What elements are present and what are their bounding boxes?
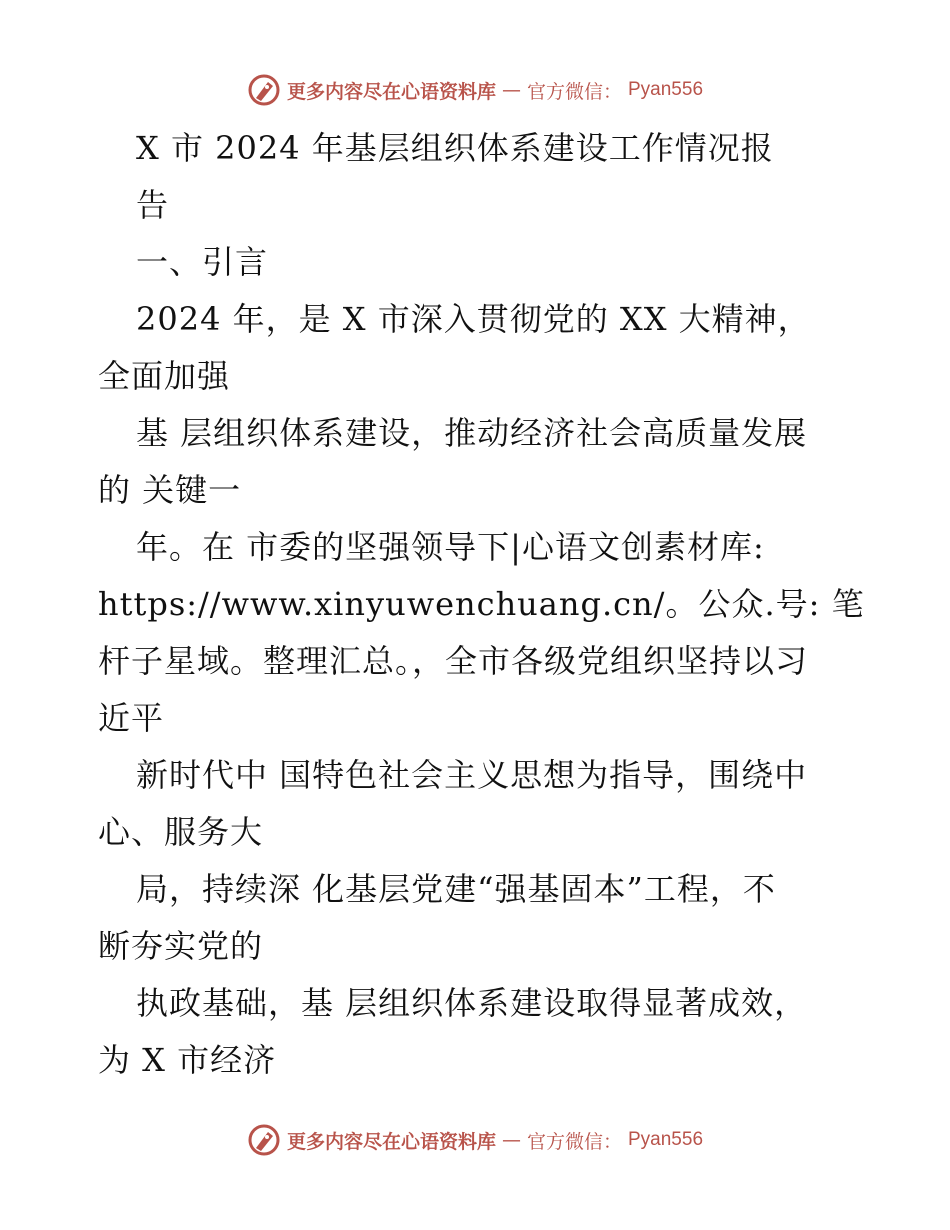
banner-wechat-id: Pyan556 — [628, 1129, 704, 1150]
banner-separator: — — [501, 1129, 521, 1151]
banner-wechat-label: 官方微信： — [526, 1130, 622, 1153]
paragraph-line: 2024 年，是 X 市深入贯彻党的 XX 大精神， — [136, 300, 811, 338]
paragraph-line: 的 关键一 — [98, 471, 242, 509]
banner-brand-text: 更多内容尽在心语资料库 — [286, 1130, 496, 1153]
pen-logo-icon — [247, 1123, 281, 1157]
banner-wechat-id: Pyan556 — [628, 79, 704, 100]
paragraph-line: 新时代中 国特色社会主义思想为指导，围绕中 — [136, 756, 808, 794]
banner-separator: — — [501, 79, 521, 101]
paragraph-line: 心、服务大 — [98, 813, 264, 851]
paragraph-line: 为 X 市经济 — [98, 1041, 277, 1079]
header-banner — [0, 70, 950, 110]
doc-title-line-2: 告 — [136, 186, 170, 224]
banner-wechat-label: 官方微信： — [526, 80, 622, 103]
paragraph-line: 执政基础，基 层组织体系建设取得显著成效， — [136, 984, 808, 1022]
document-body — [98, 120, 865, 1089]
paragraph-line: 全面加强 — [98, 357, 231, 395]
paragraph-line: 断夯实党的 — [98, 927, 264, 965]
paragraph-line: 基 层组织体系建设，推动经济社会高质量发展 — [136, 414, 808, 452]
footer-banner — [0, 1120, 950, 1160]
section-heading: 一、引言 — [136, 243, 269, 281]
paragraph-line-url: https://www.xinyuwenchuang.cn/。公众.号: 笔 — [98, 585, 865, 623]
paragraph-line: 年。在 市委的坚强领导下|心语文创素材库: — [136, 528, 765, 566]
doc-title-line-1: X 市 2024 年基层组织体系建设工作情况报 — [136, 129, 774, 167]
paragraph-line: 近平 — [98, 699, 165, 737]
paragraph-line: 杆子星域。整理汇总。，全市各级党组织坚持以习 — [98, 642, 809, 680]
paragraph-line: 局，持续深 化基层党建“强基固本”工程，不 — [136, 870, 776, 908]
pen-logo-icon — [247, 73, 281, 107]
banner-brand-text: 更多内容尽在心语资料库 — [286, 80, 496, 103]
